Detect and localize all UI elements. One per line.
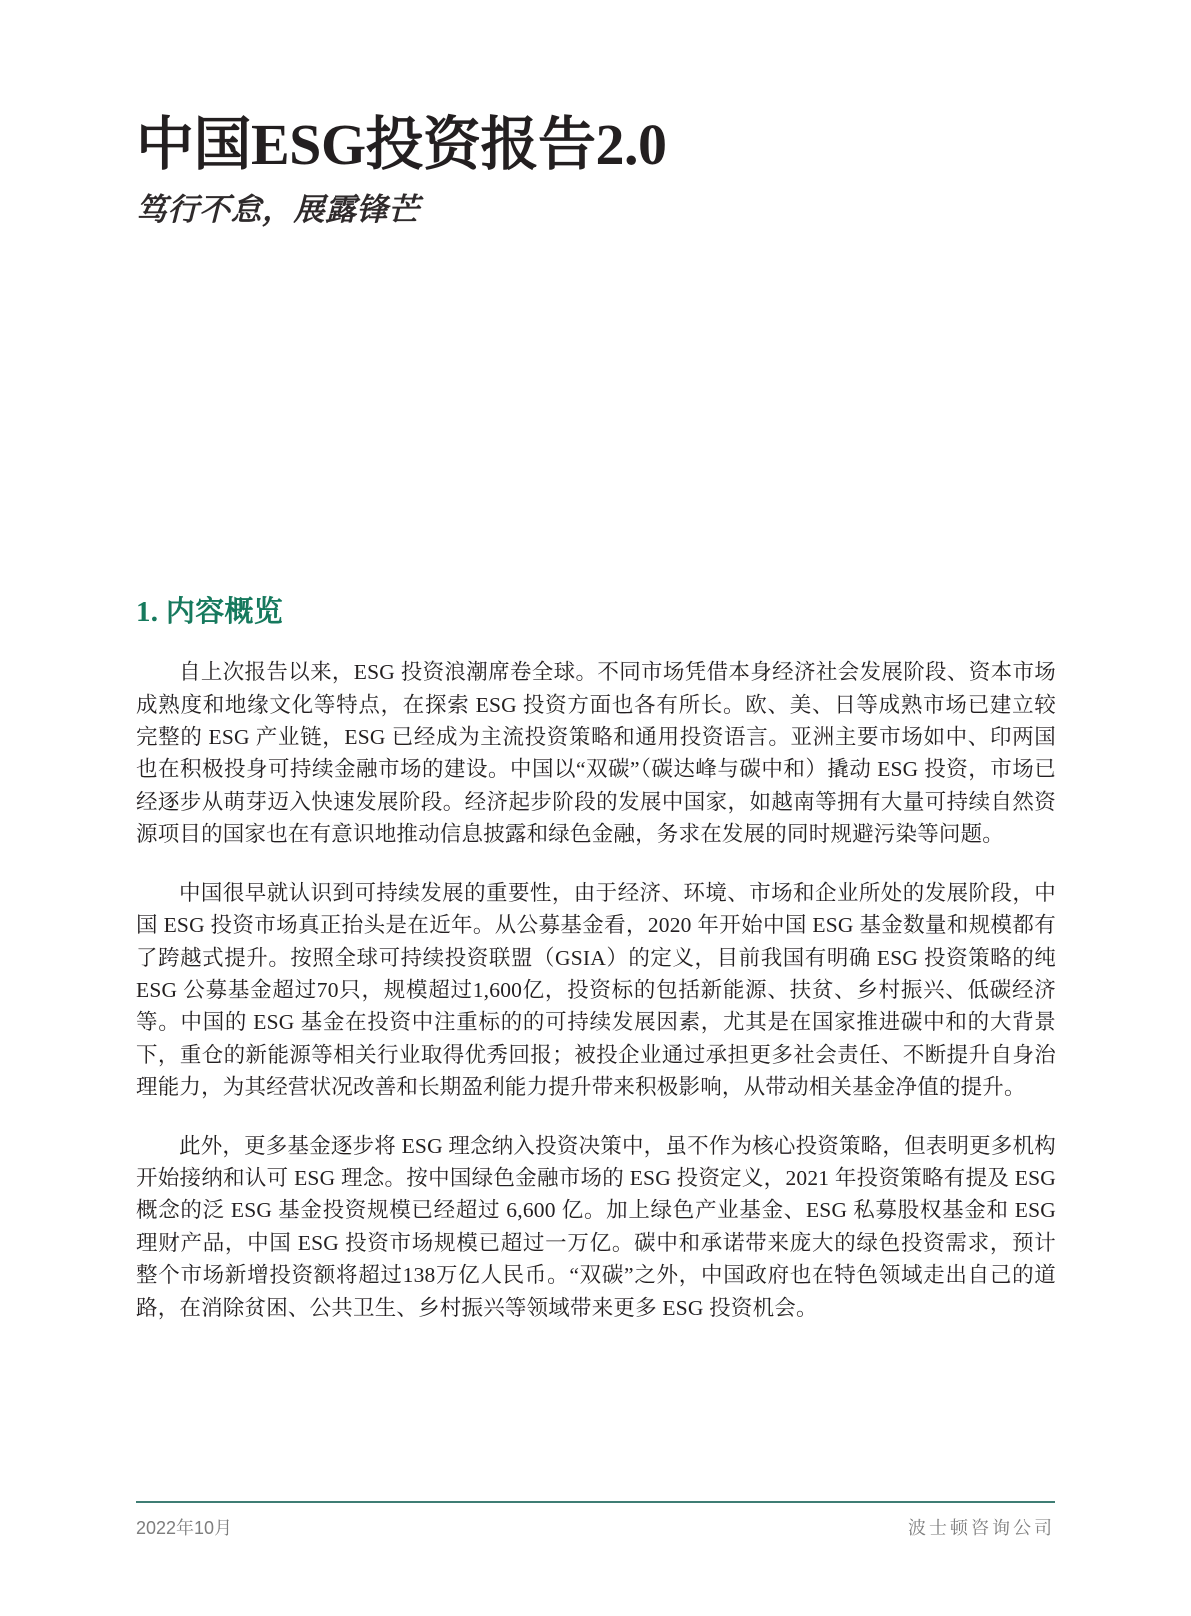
page-subtitle: 笃行不怠，展露锋芒 (136, 192, 420, 228)
body-paragraph: 此外，更多基金逐步将 ESG 理念纳入投资决策中，虽不作为核心投资策略，但表明更多机构开始接纳和认可 ESG 理念。按中国绿色金融市场的 ESG 投资定义，2021 年投资策略有提及 ESG 概念的泛 ESG 基金投资规模已经超过 6,600 亿。加上绿色产业基金、ESG 私募股权基金和 ESG 理财产品，中国 ESG 投资市场规模已超过一万亿。碳中和承诺带来庞大的绿色投资需求，预计整个市场新增投资额将超过138万亿人民币。“双碳”之外，中国政府也在特色领域走出自己的道路，在消除贫困、公共卫生、乡村振兴等领域带来更多 ESG 投资机会。 (136, 1133, 1056, 1320)
footer-row (136, 1517, 1055, 1540)
document-body (136, 594, 1056, 1324)
body-paragraph: 自上次报告以来，ESG 投资浪潮席卷全球。不同市场凭借本身经济社会发展阶段、资本市场成熟度和地缘文化等特点，在探索 ESG 投资方面也各有所长。欧、美、日等成熟市场已建立较完整的 ESG 产业链，ESG 已经成为主流投资策略和通用投资语言。亚洲主要市场如中、印两国也在积极投身可持续金融市场的建设。中国以“双碳”（碳达峰与碳中和）撬动 ESG 投资，市场已经逐步从萌芽迈入快速发展阶段。经济起步阶段的发展中国家，如越南等拥有大量可持续自然资源项目的国家也在有意识地推动信息披露和绿色金融，务求在发展的同时规避污染等问题。 (136, 660, 1056, 847)
page-title: 中国ESG投资报告2.0 (136, 112, 667, 177)
page-footer (136, 1501, 1055, 1540)
footer-publisher: 波士顿咨询公司 (908, 1517, 1055, 1538)
document-masthead (136, 112, 1055, 230)
body-paragraph: 中国很早就认识到可持续发展的重要性，由于经济、环境、市场和企业所处的发展阶段，中国 ESG 投资市场真正抬头是在近年。从公募基金看，2020 年开始中国 ESG 基金数量和规模都有了跨越式提升。按照全球可持续投资联盟（GSIA）的定义，目前我国有明确 ESG 投资策略的纯 ESG 公募基金超过70只，规模超过1,600亿，投资标的包括新能源、扶贫、乡村振兴、低碳经济等。中国的 ESG 基金在投资中注重标的的可持续发展因素，尤其是在国家推进碳中和的大背景下，重仓的新能源等相关行业取得优秀回报；被投企业通过承担更多社会责任、不断提升自身治理能力，为其经营状况改善和长期盈利能力提升带来积极影响，从带动相关基金净值的提升。 (136, 880, 1056, 1100)
section-heading-content-overview: 1. 内容概览 (136, 596, 284, 628)
footer-divider (136, 1501, 1055, 1503)
footer-date: 2022年10月 (136, 1517, 233, 1538)
